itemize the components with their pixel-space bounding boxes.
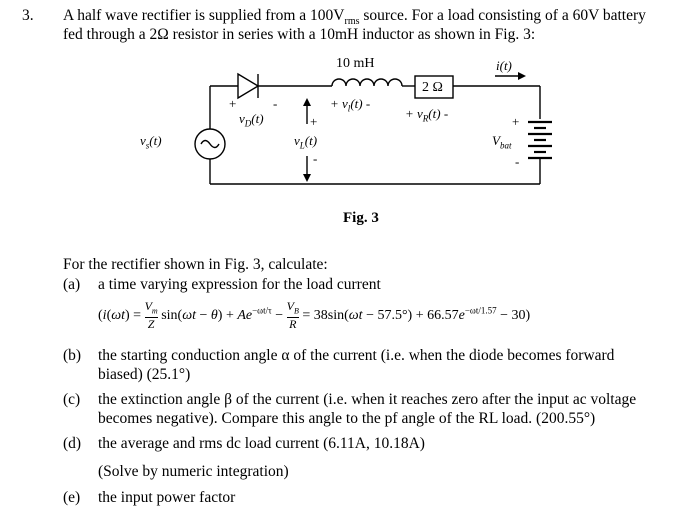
circuit-schematic (150, 56, 570, 196)
diode-voltage-label: $v_D(t)$ (239, 111, 264, 129)
part-b-label: (b) (63, 347, 82, 364)
part-d-text: the average and rms dc load current (6.11A, 10.18A) (98, 435, 425, 452)
resistor-value: 2 Ω (422, 80, 443, 95)
figure-caption: Fig. 3 (343, 210, 379, 226)
resistor-voltage-label: + $v_R(t)$ - (405, 106, 449, 124)
current-label: i(t) (496, 58, 512, 73)
question-number: 3. (22, 7, 34, 24)
source-label: $v_s(t)$ (140, 133, 162, 151)
question-line-1: A half wave rectifier is supplied from a $100V_{rms}$ source. For a load consisting of a 60V battery (63, 7, 646, 28)
part-a-label: (a) (63, 276, 81, 293)
part-e-label: (e) (63, 489, 81, 506)
battery-label: $V_{bat}$ (492, 133, 512, 151)
part-c-text-2: becomes negative). Compare this angle to the pf angle of the RL load. (200.55°) (98, 410, 596, 427)
part-d-text-2: (Solve by numeric integration) (98, 463, 289, 480)
part-b-text-2: biased) (25.1°) (98, 366, 191, 383)
formula-a: ($i(\omega t) = \frac{V_m}{Z}$ $\sin(\omega t - \theta) + Ae^{-\omega t/\tau} - \frac{V_B}{R}$ = $38\sin(\omega t - 57.5^\circ) + 66.57e^{-\omega t/1.57} - 30$) (98, 299, 531, 332)
part-b-text: the starting conduction angle α of the current (i.e. when the diode becomes forward (98, 347, 615, 364)
prompt-text: For the rectifier shown in Fig. 3, calculate: (63, 256, 328, 273)
inductor-value: 10 mH (336, 56, 375, 71)
part-d-label: (d) (63, 435, 82, 452)
part-a-text: a time varying expression for the load current (98, 276, 381, 293)
load-minus-label: - (313, 151, 318, 166)
circuit-diagram (140, 56, 570, 196)
load-plus-label: + (310, 114, 318, 129)
battery-plus-label: + (512, 114, 520, 129)
part-e-text: the input power factor (98, 489, 236, 506)
part-c-label: (c) (63, 391, 81, 408)
part-c-text: the extinction angle β of the current (i.e. when it reaches zero after the input ac voltage (98, 391, 637, 408)
question-line-2: fed through a 2Ω resistor in series with a 10mH inductor as shown in Fig. 3: (63, 26, 536, 43)
battery-minus-label: - (515, 154, 520, 169)
load-voltage-label: $v_L(t)$ (294, 133, 318, 151)
diode-minus-label: - (273, 96, 278, 111)
diode-plus-label: + (229, 96, 237, 111)
inductor-voltage-label: + $v_l(t)$ - (330, 96, 371, 114)
